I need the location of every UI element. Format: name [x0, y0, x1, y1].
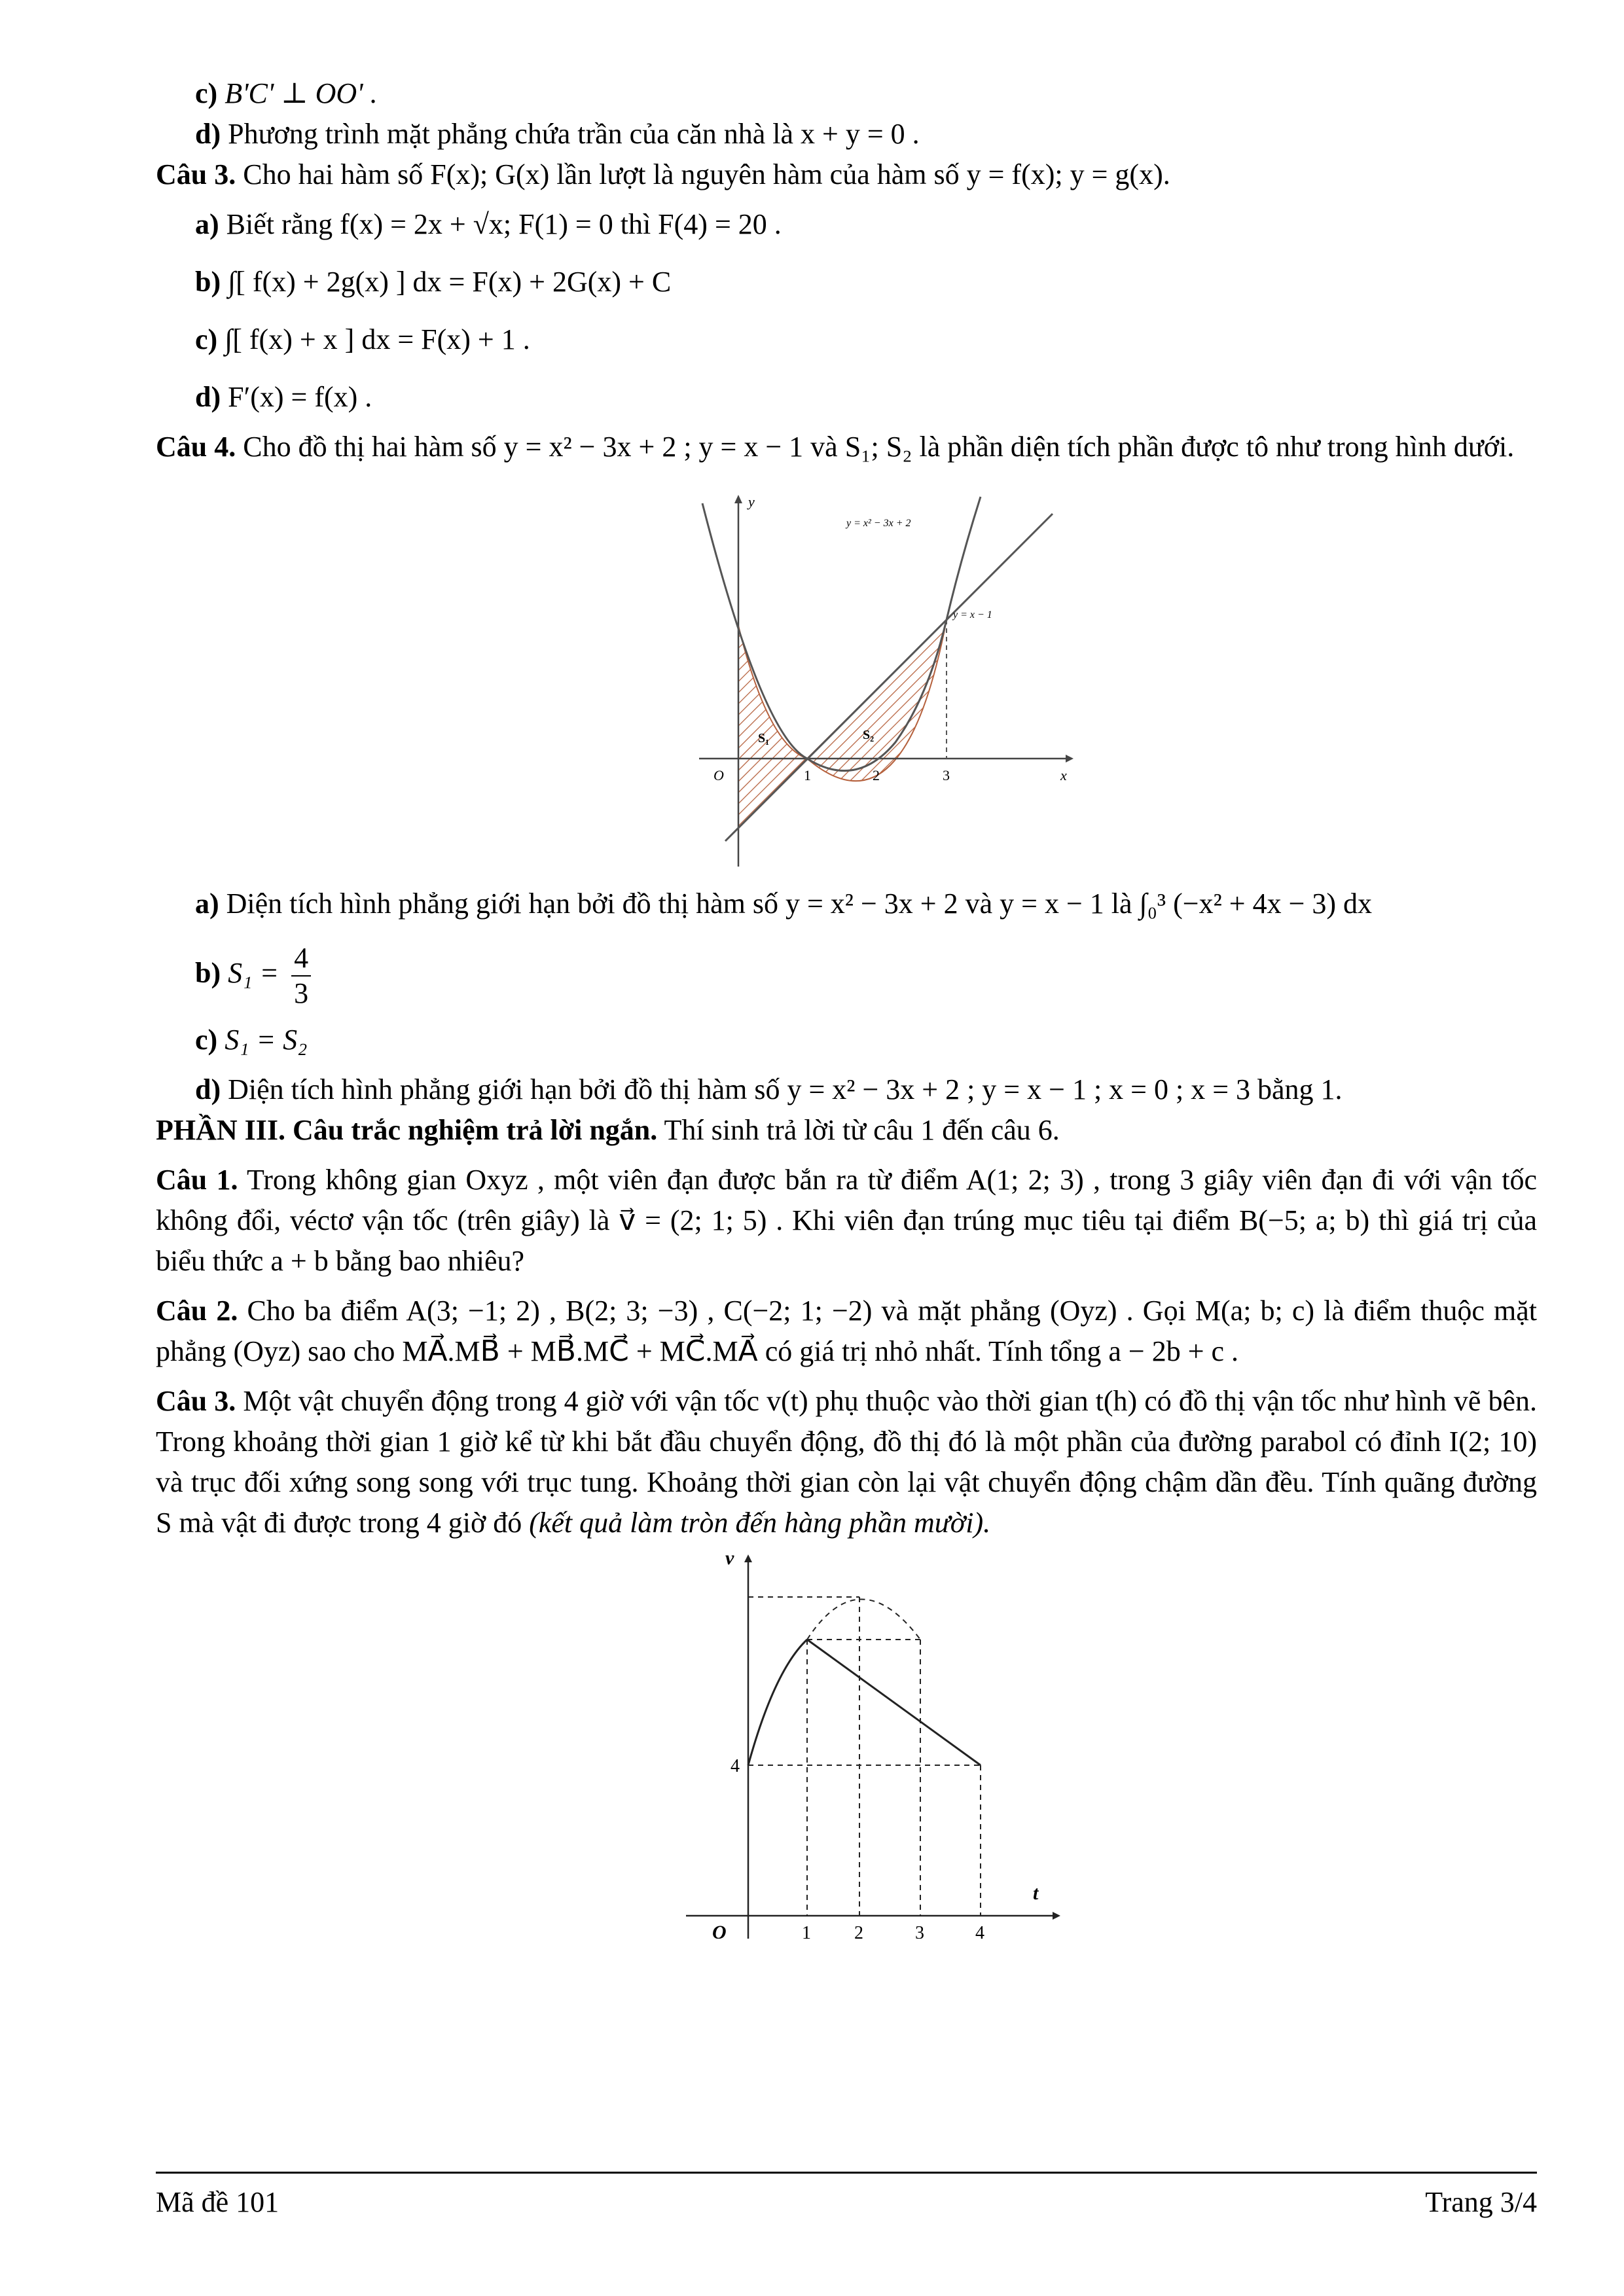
- part3-question-2: [156, 1291, 1537, 1372]
- part-3-heading: [156, 1110, 1537, 1151]
- page-number: Trang 3/4: [1425, 2186, 1537, 2218]
- question-text: Cho ba điểm A(3; −1; 2) , B(2; 3; −3) , C(−2; 1; −2) và mặt phẳng (Oyz) . Gọi M(a; b; c) là điểm thuộc mặt phẳng (Oyz) sao cho MA⃗.MB⃗ + MB⃗.MC⃗ + MC⃗.MA⃗ có giá trị nhỏ nhất. Tính tổng a − 2b + c .: [156, 1295, 1538, 1367]
- option-label: c): [195, 323, 218, 355]
- dashed-guides: [748, 1597, 981, 1916]
- option-label: d): [195, 1073, 221, 1105]
- option-lhs: S₁ =: [228, 957, 280, 990]
- item-text: Phương trình mặt phẳng chứa trần của căn nhà là x + y = 0 .: [228, 118, 920, 150]
- t-axis-arrow-icon: [1053, 1912, 1060, 1920]
- q4-option-d: [156, 1069, 1537, 1110]
- q3-option-a: [156, 204, 1537, 245]
- v-tick-4: 4: [731, 1756, 740, 1776]
- q3-option-d: [156, 377, 1537, 418]
- option-label: b): [195, 266, 221, 298]
- x-tick-1: 1: [804, 767, 811, 783]
- question-text: Trong không gian Oxyz , một viên đạn được bắn ra từ điểm A(1; 2; 3) , trong 3 giây viên đạn đi với vận tốc không đổi, véctơ vận tốc (trên giây) là v⃗ = (2; 1; 5) . Khi viên đạn trúng mục tiêu tại điểm B(−5; a; b) thì giá trị của biểu thức a + b bằng bao nhiêu?: [156, 1164, 1537, 1277]
- question-title: Câu 3.: [156, 158, 236, 190]
- option-text: ∫[ f(x) + 2g(x) ] dx = F(x) + 2G(x) + C: [228, 266, 672, 298]
- part-title: PHẦN III. Câu trắc nghiệm trả lời ngắn.: [156, 1114, 658, 1146]
- option-text: S₁ = S₂: [225, 1024, 308, 1056]
- page-footer: [156, 2172, 1537, 2218]
- q3-option-b: [156, 262, 1537, 302]
- s2-shaded-region: [807, 620, 947, 781]
- area-figure: [699, 487, 1105, 867]
- x-tick-3: 3: [943, 767, 950, 783]
- line-curve: [725, 514, 1053, 841]
- item-label: c): [195, 77, 218, 109]
- option-label: c): [195, 1024, 218, 1056]
- fraction: [291, 941, 311, 1011]
- item-label: d): [195, 118, 221, 150]
- t-tick-4: 4: [975, 1923, 984, 1939]
- question-title: Câu 4.: [156, 431, 236, 463]
- part-instructions: Thí sinh trả lời từ câu 1 đến câu 6.: [664, 1114, 1060, 1146]
- question-4-stem: [156, 427, 1537, 467]
- line-label: y = x − 1: [953, 609, 992, 620]
- option-text: Diện tích hình phẳng giới hạn bởi đồ thị hàm số y = x² − 3x + 2 ; y = x − 1 ; x = 0 ; x = 3 bằng 1.: [228, 1073, 1343, 1105]
- option-label: a): [195, 888, 219, 920]
- velocity-parabola-segment: [748, 1640, 807, 1765]
- parabola-label: y = x² − 3x + 2: [846, 518, 911, 529]
- t-axis-label: t: [1033, 1882, 1039, 1904]
- v-axis-label: v: [725, 1552, 734, 1569]
- question-title: Câu 1.: [156, 1164, 238, 1196]
- part3-question-1: [156, 1160, 1537, 1282]
- question-title: Câu 2.: [156, 1295, 238, 1327]
- q4-option-a: [156, 884, 1537, 924]
- t-tick-3: 3: [915, 1923, 924, 1939]
- option-label: a): [195, 208, 219, 240]
- question-note: (kết quả làm tròn đến hàng phần mười).: [529, 1507, 991, 1539]
- option-label: d): [195, 381, 221, 413]
- s1-label: S₁: [758, 731, 770, 745]
- question-text: Một vật chuyển động trong 4 giờ với vận tốc v(t) phụ thuộc vào thời gian t(h) có đồ thị vận tốc như hình vẽ bên. Trong khoảng thời gian 1 giờ kể từ khi bắt đầu chuyển động, đồ thị đó là một phần của đường parabol có đỉnh I(2; 10) và trục đối xứng song song với trục tung. Khoảng thời gian còn lại vật chuyển động chậm dần đều. Tính quãng đường S mà vật đi được trong 4 giờ đó: [156, 1385, 1537, 1539]
- question-text: Cho đồ thị hai hàm số y = x² − 3x + 2 ; y = x − 1 và S₁; S₂ là phần diện tích phần được tô như trong hình dưới.: [243, 431, 1515, 463]
- y-axis-arrow-icon: [734, 495, 742, 503]
- v-axis-arrow-icon: [744, 1554, 752, 1562]
- velocity-figure: [686, 1552, 1079, 1939]
- option-text: Biết rằng f(x) = 2x + √x; F(1) = 0 thì F(4) = 20 .: [226, 208, 782, 240]
- fraction-numerator: 4: [291, 941, 311, 977]
- t-tick-2: 2: [854, 1923, 863, 1939]
- option-text: F′(x) = f(x) .: [228, 381, 372, 413]
- velocity-linear-segment: [807, 1640, 981, 1765]
- option-text: Diện tích hình phẳng giới hạn bởi đồ thị hàm số y = x² − 3x + 2 và y = x − 1 là ∫₀³ (−x² + 4x − 3) dx: [226, 888, 1373, 920]
- exam-code: Mã đề 101: [156, 2186, 280, 2218]
- q3-option-c: [156, 319, 1537, 360]
- s2-label: S₂: [863, 728, 875, 742]
- fraction-denominator: 3: [294, 977, 309, 1009]
- option-label: b): [195, 957, 221, 990]
- item-c-prev: [156, 73, 1537, 114]
- t-tick-1: 1: [802, 1923, 811, 1939]
- q4-option-c: [156, 1020, 1537, 1060]
- option-text: ∫[ f(x) + x ] dx = F(x) + 1 .: [225, 323, 530, 355]
- question-3-stem: [156, 154, 1537, 195]
- item-text: B'C' ⊥ OO' .: [225, 77, 378, 109]
- origin-label: O: [712, 1922, 727, 1939]
- origin-label: O: [713, 767, 724, 783]
- x-axis-arrow-icon: [1066, 755, 1074, 762]
- x-axis-label: x: [1060, 767, 1067, 783]
- question-title: Câu 3.: [156, 1385, 236, 1417]
- x-tick-2: 2: [873, 767, 880, 783]
- item-d-prev: [156, 114, 1537, 154]
- q4-option-b: [156, 941, 1537, 1011]
- question-text: Cho hai hàm số F(x); G(x) lần lượt là nguyên hàm của hàm số y = f(x); y = g(x).: [243, 158, 1170, 190]
- part3-question-3: [156, 1381, 1537, 1543]
- page-content: [156, 73, 1537, 1939]
- y-axis-label: y: [748, 493, 755, 510]
